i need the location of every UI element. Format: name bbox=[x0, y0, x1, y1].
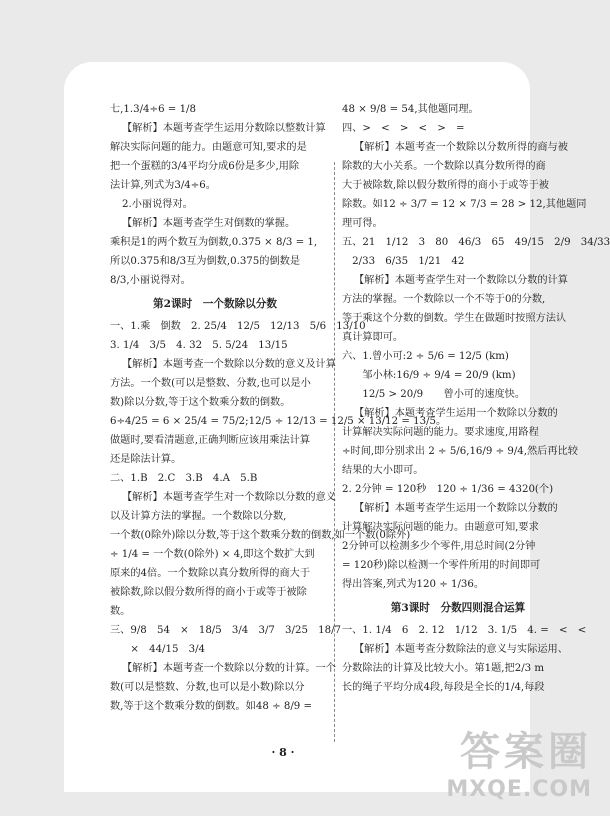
text-line: 2. 2分钟 = 120秒 120 ÷ 1/36 = 4320(个) bbox=[342, 484, 554, 495]
text-line: ÷ 1/4 = 一个数(0除外) × 4,即这个数扩大到 bbox=[110, 549, 315, 560]
text-line: 【解析】本题考查学生运用分数除以整数计算 bbox=[122, 123, 326, 134]
text-line: 结果的大小即可。 bbox=[342, 465, 424, 476]
text-line: 12/5 > 20/9 曾小可的速度快。 bbox=[342, 389, 526, 400]
text-line: 一、1. 1/4 6 2. 12 1/12 3. 1/5 4. = < < bbox=[342, 625, 587, 636]
text-line: 数,等于这个数乘分数的倒数。如48 ÷ 8/9 = bbox=[110, 701, 313, 712]
text-line: 【解析】本题考查学生对一个数除以分数的计算 bbox=[354, 275, 568, 286]
text-line: 2/33 6/35 1/21 42 bbox=[342, 256, 465, 267]
text-line: 【解析】本题考查分数除法的意义与实际运用、 bbox=[354, 644, 568, 655]
text-line: 【解析】本题考查学生对一个数除以分数的意义 bbox=[122, 492, 336, 503]
text-line: 邹小林:16/9 ÷ 9/4 = 20/9 (km) bbox=[342, 370, 516, 381]
text-line: 法计算,列式为3/4÷6。 bbox=[110, 180, 216, 191]
text-line: 数。 bbox=[110, 606, 131, 617]
text-line: 理可得。 bbox=[342, 218, 383, 229]
text-line: 【解析】本题考查一个数除以分数的意义及计算 bbox=[122, 359, 336, 370]
section-heading: 第3课时 分数四则混合运算 bbox=[390, 602, 526, 614]
text-line: 6÷4/25 = 6 × 25/4 = 75/2;12/5 ÷ 12/13 = 12/5 × 13/12 = 13/5。 bbox=[110, 416, 447, 427]
text-line: 数)除以分数,等于这个数乘分数的倒数。 bbox=[110, 397, 291, 408]
text-line: 把一个蛋糕的3/4平均分成6份是多少,用除 bbox=[110, 161, 300, 172]
text-line: 3. 1/4 3/5 4. 32 5. 5/24 13/15 bbox=[110, 340, 288, 351]
column-divider bbox=[334, 162, 335, 742]
text-line: 做题时,要看清题意,正确判断应该用乘法计算 bbox=[110, 435, 311, 446]
text-line: 五、21 1/12 3 80 46/3 65 49/15 2/9 34/33 bbox=[342, 237, 610, 248]
text-line: 乘积是1的两个数互为倒数,0.375 × 8/3 = 1, bbox=[110, 237, 318, 248]
text-line: 【解析】本题考查学生运用一个数除以分数的 bbox=[354, 408, 558, 419]
text-line: 【解析】本题考查一个数除以分数的计算。一个 bbox=[122, 663, 336, 674]
text-line: 原来的4倍。一个数除以真分数所得的商大于 bbox=[110, 568, 311, 579]
text-line: ÷时间,即分别求出 2 ÷ 5/6,16/9 ÷ 9/4,然后再比较 bbox=[342, 446, 578, 457]
watermark-url: MXQE.COM bbox=[446, 777, 592, 802]
text-line: 以及计算方法的掌握。一个数除以分数, bbox=[110, 511, 287, 522]
section-heading: 第2课时 一个数除以分数 bbox=[153, 298, 277, 310]
text-line: 长的绳子平均分成4段,每段是全长的1/4,每段 bbox=[342, 682, 545, 693]
text-line: 六、1.曾小可:2 ÷ 5/6 = 12/5 (km) bbox=[342, 351, 509, 362]
watermark-title: 答案圈 bbox=[460, 729, 592, 775]
text-line: 七,1.3/4÷6 = 1/8 bbox=[110, 104, 196, 115]
text-line: × 44/15 3/4 bbox=[110, 644, 206, 655]
text-line: 方法。一个数(可以是整数、分数,也可以是小 bbox=[110, 378, 311, 389]
text-line: 一、1.乘 倒数 2. 25/4 12/5 12/13 5/6 13/10 bbox=[110, 321, 366, 332]
text-line: 解决实际问题的能力。由题意可知,要求的是 bbox=[110, 142, 307, 153]
text-line: = 120秒)除以检测一个零件所用的时间即可 bbox=[342, 560, 541, 571]
text-line: 等于乘这个分数的倒数。学生在做题时按照方法认 bbox=[342, 313, 567, 324]
text-line: 2分钟可以检测多少个零件,用总时间(2分钟 bbox=[342, 541, 536, 552]
watermark-logo bbox=[446, 720, 592, 802]
text-line: 被除数,除以假分数所得的商小于或等于被除 bbox=[110, 587, 307, 598]
text-line: 方法的掌握。一个数除以一个不等于0的分数, bbox=[342, 294, 546, 305]
text-line: 计算解决实际问题的能力。由题意可知,要求 bbox=[342, 522, 539, 533]
text-line: 数(可以是整数、分数,也可以是小数)除以分 bbox=[110, 682, 305, 693]
text-line: 二、1.B 2.C 3.B 4.A 5.B bbox=[110, 473, 258, 484]
text-line: 所以0.375和8/3互为倒数,0.375的倒数是 bbox=[110, 256, 301, 267]
text-line: 四、> < > < > = bbox=[342, 123, 465, 134]
text-line: 8/3,小丽说得对。 bbox=[110, 275, 191, 286]
text-line: 【解析】本题考查学生对倒数的掌握。 bbox=[122, 218, 296, 229]
text-line: 大于被除数,除以假分数所得的商小于或等于被 bbox=[342, 180, 549, 191]
text-line: 三、9/8 54 × 18/5 3/4 3/7 3/25 18/7 bbox=[110, 625, 342, 636]
text-line: 除数的大小关系。一个数除以真分数所得的商 bbox=[342, 161, 546, 172]
right-column bbox=[342, 100, 610, 697]
text-line: 得出答案,列式为120 ÷ 1/36。 bbox=[342, 579, 485, 590]
page-number: · 8 · bbox=[271, 746, 295, 759]
text-line: 除数。如12 ÷ 3/7 = 12 × 7/3 = 28 > 12,其他题同 bbox=[342, 199, 587, 210]
text-line: 【解析】本题考查学生运用一个数除以分数的 bbox=[354, 503, 558, 514]
text-line: 还是除法计算。 bbox=[110, 454, 182, 465]
text-line: 分数除法的计算及比较大小。第1题,把2/3 m bbox=[342, 663, 545, 674]
text-line: 计算解决实际问题的能力。要求速度,用路程 bbox=[342, 427, 539, 438]
text-line: 48 × 9/8 = 54,其他题同理。 bbox=[342, 104, 479, 115]
text-line: 2.小丽说得对。 bbox=[122, 199, 193, 210]
text-line: 【解析】本题考查一个数除以分数所得的商与被 bbox=[354, 142, 568, 153]
text-line: 一个数(0除外)除以分数,等于这个数乘分数的倒数,如一个数(0除外) bbox=[110, 530, 411, 541]
text-line: 真计算即可。 bbox=[342, 332, 404, 343]
